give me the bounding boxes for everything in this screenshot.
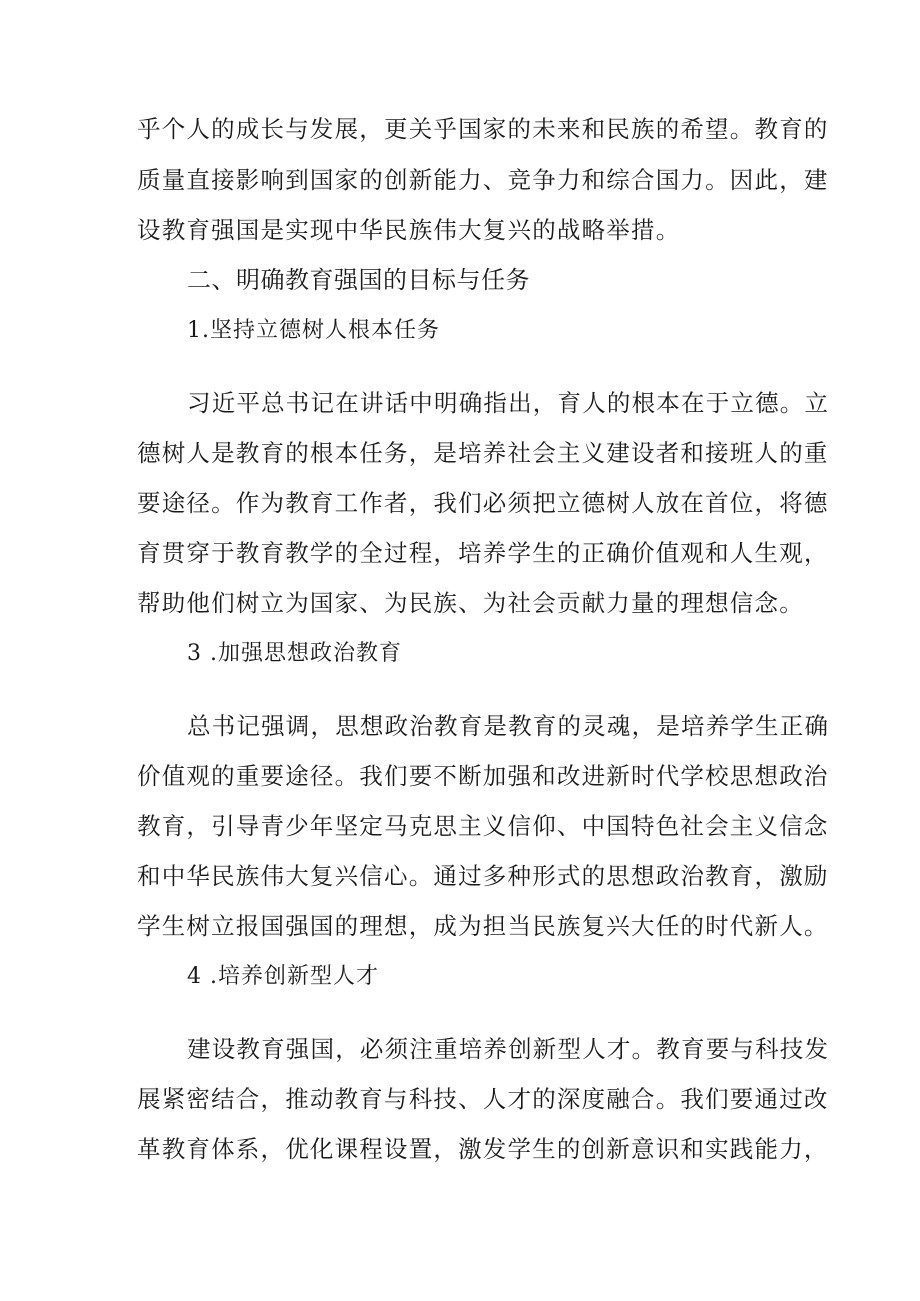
paragraph-line: 和中华民族伟大复兴信心。通过多种形式的思想政治教育，激励	[137, 862, 829, 890]
paragraph-line: 帮助他们树立为国家、为民族、为社会贡献力量的理想信念。	[137, 589, 804, 617]
subsection-heading: 4 .培养创新型人才	[187, 964, 379, 989]
paragraph-line: 习近平总书记在讲话中明确指出，育人的根本在于立德。立	[187, 389, 830, 417]
paragraph-line: 要途径。作为教育工作者，我们必须把立德树人放在首位，将德	[137, 489, 829, 517]
paragraph-line: 革教育体系，优化课程设置，激发学生的创新意识和实践能力，	[137, 1135, 829, 1163]
paragraph-line: 总书记强调，思想政治教育是教育的灵魂，是培养学生正确	[187, 712, 830, 740]
paragraph-line: 建设教育强国，必须注重培养创新型人才。教育要与科技发	[187, 1035, 830, 1063]
paragraph-line: 德树人是教育的根本任务，是培养社会主义建设者和接班人的重	[137, 439, 829, 467]
subsection-heading: 3 .加强思想政治教育	[187, 641, 402, 666]
paragraph-line: 质量直接影响到国家的创新能力、竞争力和综合国力。因此，建	[137, 166, 829, 194]
paragraph-line: 设教育强国是实现中华民族伟大复兴的战略举措。	[137, 216, 681, 244]
paragraph-line: 育贯穿于教育教学的全过程，培养学生的正确价值观和人生观，	[137, 539, 829, 567]
section-heading: 二、明确教育强国的目标与任务	[187, 266, 530, 294]
paragraph-line: 展紧密结合，推动教育与科技、人才的深度融合。我们要通过改	[137, 1085, 829, 1113]
paragraph-line: 教育，引导青少年坚定马克思主义信仰、中国特色社会主义信念	[137, 812, 829, 840]
paragraph-line: 价值观的重要途径。我们要不断加强和改进新时代学校思想政治	[137, 762, 829, 790]
paragraph-line: 乎个人的成长与发展，更关乎国家的未来和民族的希望。教育的	[137, 115, 829, 143]
subsection-heading: 1.坚持立德树人根本任务	[187, 318, 440, 343]
paragraph-line: 学生树立报国强国的理想，成为担当民族复兴大任的时代新人。	[137, 912, 829, 940]
